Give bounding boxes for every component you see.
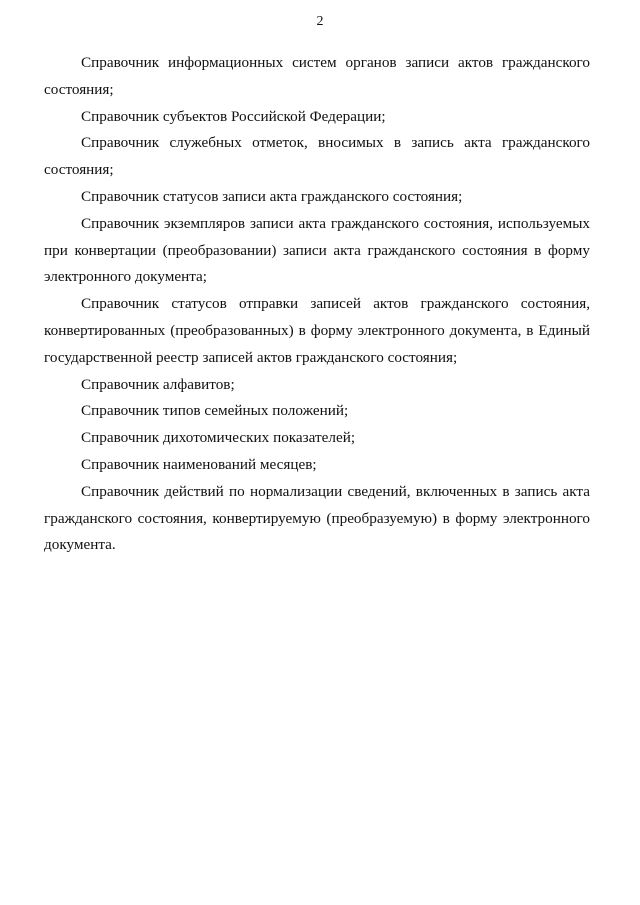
paragraph-registry-sending-statuses: Справочник статусов отправки записей актов гражданского состояния, конвертированных (преобразованных) в форму электронного документа, в Единый государственной реестр записей актов гражданского состояния; bbox=[44, 295, 590, 366]
paragraph-registry-month-names: Справочник наименований месяцев; bbox=[81, 455, 317, 473]
paragraph-registry-family-status-types: Справочник типов семейных положений; bbox=[81, 402, 349, 420]
paragraph-registry-dichotomous-indicators: Справочник дихотомических показателей; bbox=[81, 429, 356, 447]
paragraph-registry-service-marks: Справочник служебных отметок, вносимых в запись акта гражданского состояния; bbox=[44, 134, 590, 179]
paragraph-registry-information-systems: Справочник информационных систем органов записи актов гражданского состояния; bbox=[44, 54, 590, 98]
paragraph-registry-normalization-actions: Справочник действий по нормализации сведений, включенных в запись акта гражданского состояния, конвертируемую (преобразуемую) в форму электронного документа. bbox=[44, 482, 590, 554]
paragraph-registry-record-statuses: Справочник статусов записи акта гражданского состояния; bbox=[81, 187, 463, 205]
paragraph-registry-record-copies: Справочник экземпляров записи акта гражданского состояния, используемых при конвертации (преобразовании) записи акта гражданского состояния в форму электронного документа; bbox=[44, 214, 590, 286]
page-number: 2 bbox=[316, 14, 324, 29]
paragraph-registry-federal-subjects: Справочник субъектов Российской Федерации; bbox=[81, 107, 386, 125]
document-body bbox=[44, 50, 590, 559]
paragraph-registry-alphabets: Справочник алфавитов; bbox=[81, 375, 235, 393]
